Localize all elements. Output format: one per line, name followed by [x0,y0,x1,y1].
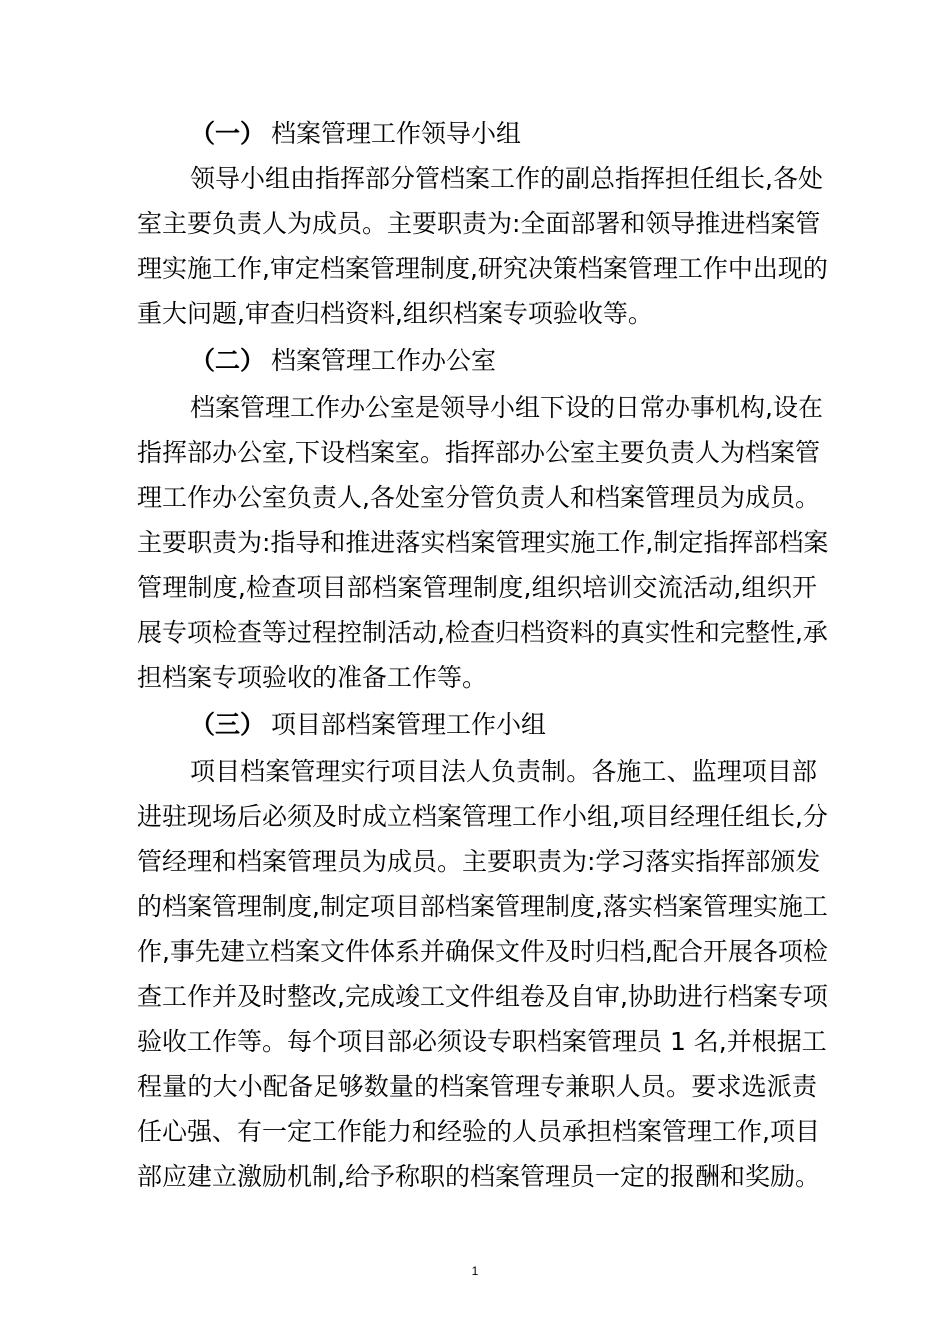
paragraph-line: 理实施工作,审定档案管理制度,研究决策档案管理工作中出现的 [137,254,828,283]
paragraph-line: 的档案管理制度,制定项目部档案管理制度,落实档案管理实施工 [137,892,828,921]
section-heading-1 [190,118,521,150]
paragraph-line: 领导小组由指挥部分管档案工作的副总指挥担任组长,各处 [190,164,823,193]
paragraph-line: 展专项检查等过程控制活动,检查归档资料的真实性和完整性,承 [137,618,828,647]
paragraph-line: 查工作并及时整改,完成竣工文件组卷及自审,协助进行档案专项 [137,982,828,1011]
paragraph-line: 管理制度,检查项目部档案管理制度,组织培训交流活动,组织开 [137,573,817,602]
paragraph-line: 管经理和档案管理员为成员。主要职责为:学习落实指挥部颁发 [137,847,821,876]
paragraph-line: 重大问题,审查归档资料,组织档案专项验收等。 [137,299,653,328]
paragraph-line: 室主要负责人为成员。主要职责为:全面部署和领导推进档案管 [137,209,821,238]
paragraph-line: 程量的大小配备足够数量的档案管理专兼职人员。要求选派责 [137,1072,817,1101]
paragraph-line: 进驻现场后必须及时成立档案管理工作小组,项目经理任组长,分 [137,802,828,831]
section-number-3: （三） [190,710,266,739]
paragraph-line: 理工作办公室负责人,各处室分管负责人和档案管理员为成员。 [137,483,820,512]
section-number-1: （一） [190,119,266,148]
paragraph-line: 作,事先建立档案文件体系并确保文件及时归档,配合开展各项检 [137,937,828,966]
paragraph-line: 档案管理工作办公室是领导小组下设的日常办事机构,设在 [190,393,823,422]
section-number-2: （二） [190,346,266,375]
paragraph-line: 验收工作等。每个项目部必须设专职档案管理员 1 名,并根据工 [137,1027,827,1056]
paragraph-line: 指挥部办公室,下设档案室。指挥部办公室主要负责人为档案管 [137,438,820,467]
section-title-3: 项目部档案管理工作小组 [271,710,547,739]
page-number: 1 [471,1264,479,1278]
section-heading-3 [190,709,546,741]
section-title-2: 档案管理工作办公室 [271,346,497,375]
paragraph-line: 任心强、有一定工作能力和经验的人员承担档案管理工作,项目 [137,1117,820,1146]
section-title-1: 档案管理工作领导小组 [271,119,522,148]
paragraph-line: 担档案专项验收的准备工作等。 [137,663,488,692]
paragraph-line: 项目档案管理实行项目法人负责制。各施工、监理项目部 [190,757,817,786]
section-heading-2 [190,345,496,377]
paragraph-line: 主要职责为:指导和推进落实档案管理实施工作,制定指挥部档案 [137,528,829,557]
paragraph-line: 部应建立激励机制,给予称职的档案管理员一定的报酬和奖励。 [137,1162,820,1191]
